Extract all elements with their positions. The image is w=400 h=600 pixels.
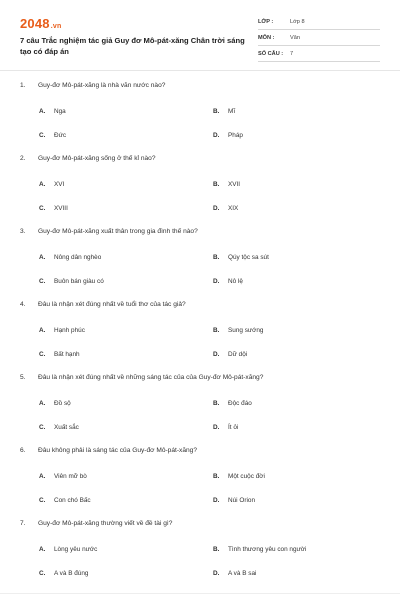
option-text: Qúy tộc sa sút: [228, 253, 269, 261]
option-letter: C.: [39, 277, 46, 285]
option-d[interactable]: [213, 415, 387, 439]
meta-label: LỚP :: [258, 18, 274, 25]
question-number: 1.: [20, 82, 26, 89]
question-item: [20, 371, 380, 444]
option-letter: D.: [213, 496, 220, 504]
option-text: XIX: [228, 204, 239, 212]
question-item: [20, 152, 380, 225]
option-letter: D.: [213, 423, 220, 431]
option-c[interactable]: [39, 415, 213, 439]
option-d[interactable]: [213, 488, 387, 512]
footer-divider: [0, 593, 400, 594]
option-grid: [20, 318, 380, 366]
option-letter: B.: [213, 253, 220, 261]
option-text: Độc đáo: [228, 399, 252, 407]
site-logo[interactable]: [20, 16, 61, 31]
option-letter: A.: [39, 107, 46, 115]
option-letter: B.: [213, 326, 220, 334]
option-text: A và B đúng: [54, 569, 89, 577]
question-item: [20, 517, 380, 590]
meta-value: Lớp 8: [290, 18, 305, 25]
option-text: XVI: [54, 180, 65, 188]
option-text: Đức: [54, 131, 67, 139]
option-text: Ít ỏi: [228, 423, 239, 431]
question-stem: [20, 371, 380, 391]
option-text: Sung sướng: [228, 326, 264, 334]
meta-value: Văn: [290, 34, 300, 41]
option-a[interactable]: [39, 537, 213, 561]
option-text: Con chó Bấc: [54, 496, 91, 504]
option-d[interactable]: [213, 342, 387, 366]
option-c[interactable]: [39, 196, 213, 220]
question-text: Guy-đơ Mô-pát-xăng sống ở thế kỉ nào?: [38, 155, 156, 162]
option-letter: B.: [213, 399, 220, 407]
question-text: Guy-đơ Mô-pát-xăng là nhà văn nước nào?: [38, 82, 166, 89]
option-c[interactable]: [39, 488, 213, 512]
option-text: Nông dân nghèo: [54, 253, 102, 261]
meta-row-count: [258, 46, 380, 62]
option-text: Nga: [54, 107, 66, 115]
option-text: Mĩ: [228, 107, 236, 115]
question-text: Đâu là nhận xét đúng nhất về những sáng tác của của Guy-đơ Mô-pát-xăng?: [38, 374, 264, 381]
option-text: Nô lệ: [228, 277, 243, 285]
option-text: Xuất sắc: [54, 423, 79, 431]
question-stem: [20, 152, 380, 172]
option-text: Hạnh phúc: [54, 326, 85, 334]
page-title: 7 câu Trắc nghiệm tác giả Guy đơ Mô-pát-xăng Chân trời sáng tạo có đáp án: [20, 36, 245, 56]
option-letter: C.: [39, 131, 46, 139]
question-number: 5.: [20, 374, 26, 381]
option-text: Đồ sộ: [54, 399, 71, 407]
question-text: Guy-đơ Mô-pát-xăng thường viết về đề tài gì?: [38, 520, 173, 527]
option-letter: D.: [213, 350, 220, 358]
option-grid: [20, 464, 380, 512]
option-letter: A.: [39, 545, 46, 553]
option-grid: [20, 245, 380, 293]
option-grid: [20, 99, 380, 147]
option-letter: D.: [213, 277, 220, 285]
option-letter: B.: [213, 107, 220, 115]
question-stem: [20, 79, 380, 99]
option-c[interactable]: [39, 342, 213, 366]
option-b[interactable]: [213, 464, 387, 488]
option-b[interactable]: [213, 99, 387, 123]
option-b[interactable]: [213, 245, 387, 269]
option-letter: C.: [39, 423, 46, 431]
option-letter: C.: [39, 204, 46, 212]
logo-suffix: .vn: [50, 23, 62, 30]
option-b[interactable]: [213, 391, 387, 415]
question-item: [20, 225, 380, 298]
header-divider: [0, 70, 400, 71]
question-item: [20, 79, 380, 152]
question-text: Guy-đơ Mô-pát-xăng xuất thân trong gia đình thế nào?: [38, 228, 198, 235]
option-c[interactable]: [39, 269, 213, 293]
question-text: Đâu là nhận xét đúng nhất về tuổi thơ của tác giả?: [38, 301, 186, 308]
option-letter: C.: [39, 496, 46, 504]
option-letter: A.: [39, 472, 46, 480]
option-text: XVII: [228, 180, 241, 188]
option-a[interactable]: [39, 99, 213, 123]
option-letter: C.: [39, 350, 46, 358]
question-stem: [20, 225, 380, 245]
question-stem: [20, 444, 380, 464]
question-number: 7.: [20, 520, 26, 527]
meta-label: MÔN :: [258, 34, 275, 41]
option-text: Dữ dội: [228, 350, 248, 358]
option-text: Núi Orion: [228, 496, 255, 504]
logo-main: 2048: [20, 16, 50, 31]
option-grid: [20, 391, 380, 439]
option-letter: B.: [213, 180, 220, 188]
option-a[interactable]: [39, 172, 213, 196]
question-number: 2.: [20, 155, 26, 162]
option-letter: B.: [213, 472, 220, 480]
option-d[interactable]: [213, 196, 387, 220]
option-text: Một cuộc đời: [228, 472, 265, 480]
option-text: Tình thương yêu con người: [228, 545, 307, 553]
option-text: Lòng yêu nước: [54, 545, 98, 553]
option-letter: A.: [39, 253, 46, 261]
meta-label: SỐ CÂU :: [258, 50, 284, 57]
question-number: 3.: [20, 228, 26, 235]
option-letter: A.: [39, 399, 46, 407]
option-text: XVIII: [54, 204, 68, 212]
option-a[interactable]: [39, 464, 213, 488]
header: [20, 14, 380, 70]
option-d[interactable]: [213, 123, 387, 147]
option-d[interactable]: [213, 269, 387, 293]
question-number: 6.: [20, 447, 26, 454]
meta-info: [258, 14, 380, 62]
question-text: Đâu không phải là sáng tác của Guy-đơ Mô-pát-xăng?: [38, 447, 198, 454]
option-letter: D.: [213, 131, 220, 139]
option-text: Buôn bán giàu có: [54, 277, 104, 285]
question-list: [20, 79, 380, 590]
option-letter: A.: [39, 326, 46, 334]
option-a[interactable]: [39, 245, 213, 269]
question-item: [20, 298, 380, 371]
meta-value: 7: [290, 50, 294, 57]
meta-row-subject: [258, 30, 380, 46]
meta-row-class: [258, 14, 380, 30]
option-d[interactable]: [213, 561, 387, 585]
option-grid: [20, 172, 380, 220]
question-stem: [20, 517, 380, 537]
option-c[interactable]: [39, 123, 213, 147]
option-b[interactable]: [213, 172, 387, 196]
option-text: Pháp: [228, 131, 243, 139]
option-b[interactable]: [213, 537, 387, 561]
option-b[interactable]: [213, 318, 387, 342]
option-letter: D.: [213, 204, 220, 212]
question-number: 4.: [20, 301, 26, 308]
option-letter: B.: [213, 545, 220, 553]
option-a[interactable]: [39, 318, 213, 342]
option-text: Bất hạnh: [54, 350, 80, 358]
option-a[interactable]: [39, 391, 213, 415]
option-letter: D.: [213, 569, 220, 577]
option-text: A và B sai: [228, 569, 257, 577]
option-c[interactable]: [39, 561, 213, 585]
option-grid: [20, 537, 380, 585]
question-item: [20, 444, 380, 517]
question-stem: [20, 298, 380, 318]
option-letter: A.: [39, 180, 46, 188]
option-letter: C.: [39, 569, 46, 577]
option-text: Viên mỡ bò: [54, 472, 87, 480]
